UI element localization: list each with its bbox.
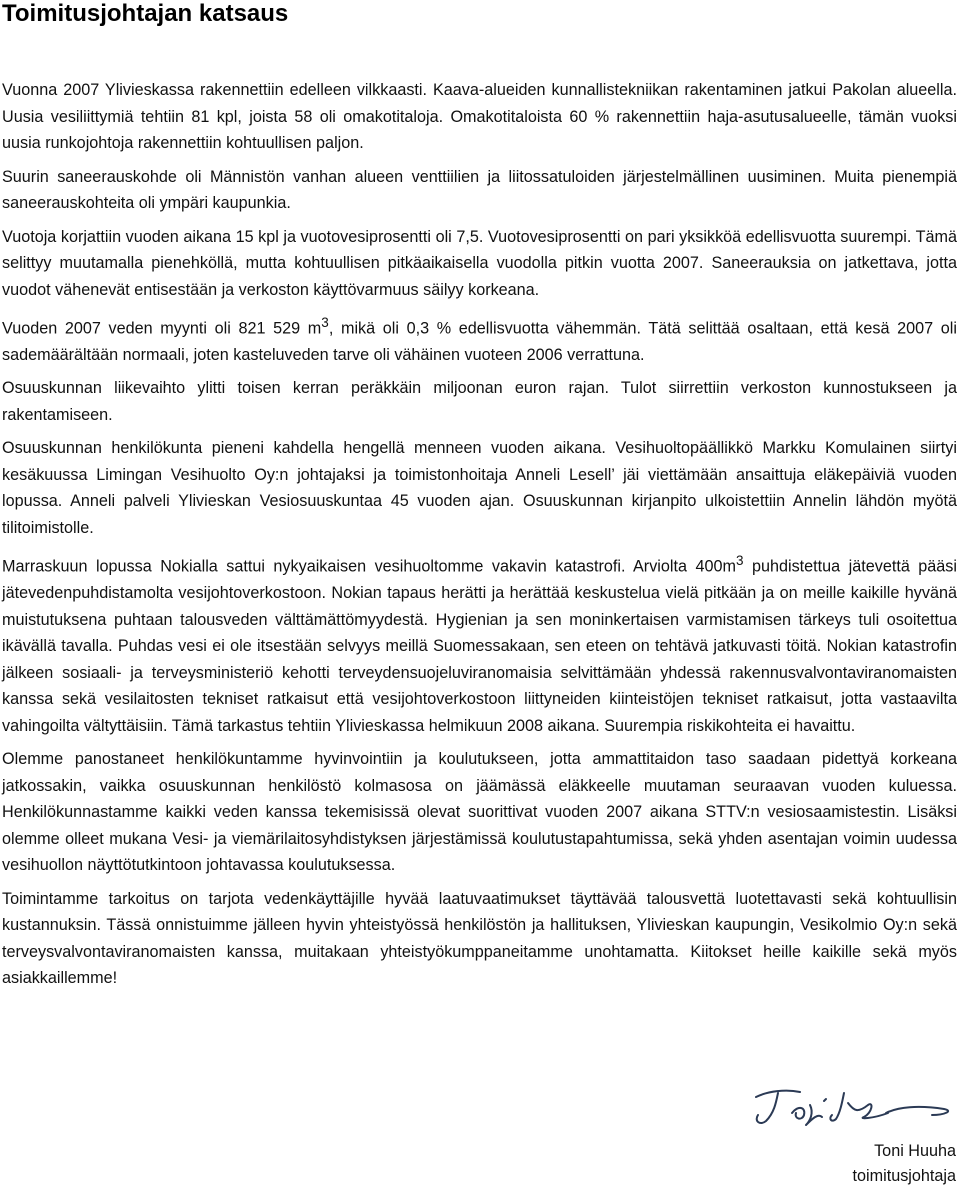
paragraph: Toimintamme tarkoitus on tarjota vedenkäyttäjille hyvää laatuvaatimukset täyttävää talousvettä luotettavasti sekä kohtuullisin kustannuksin. Tässä onnistuimme jälleen hyvin yhteistyössä henkilöstön ja hallituksen, Ylivieskan kaupungin, Vesikolmio Oy:n sekä terveysvalvontaviranomaisten kanssa, muitakaan yhteistyökumppaneitamme unohtamatta. Kiitokset heille kaikille sekä myös asiakkaillemme! [2, 889, 957, 988]
signer-name: Toni Huuha [874, 1142, 956, 1160]
paragraph: Marraskuun lopussa Nokialla sattui nykyaikaisen vesihuoltomme vakavin katastrofi. Arviolta $400m^3$ puhdistettua jätevettä pääsi jätevedenpuhdistamolta vesijohtoverkostoon. Nokian tapaus herätti ja herättää keskustelua vielä pitkään ja on meille kaikille hyvänä muistutuksena puhtaan talousveden välttämättömyydestä. Hygienian ja sen moninkertaisen varmistamisen tärkeys tuli osoitettua ikävällä tavalla. Puhdas vesi ei ole itsestään selvyys meillä Suomessakaan, sen eteen on tehtävä jatkuvasti töitä. Nokian katastrofin jälkeen sosiaali- ja terveysministeriö kehotti terveydensuojeluviranomaisia selvittämään yhdessä rakennusvalvontaviranomaisten kanssa sekä vesilaitosten tekniset ratkaisut että vesijohtoverkostoon liittyneiden kiinteistöjen tekniset ratkaisut, jotta vastaavilta vahingoilta vältyttäisiin. Tämä tarkastus tehtiin Ylivieskassa helmikuun 2008 aikana. Suurempia riskikohteita ei havaittu. [2, 553, 957, 735]
paragraph: Vuonna 2007 Ylivieskassa rakennettiin edelleen vilkkaasti. Kaava-alueiden kunnallistekniikan rakentaminen jatkui Pakolan alueella. Uusia vesiliittymiä tehtiin 81 kpl, joista 58 oli omakotitaloja. Omakotitaloista 60 % rakennettiin haja-asutusalueelle, tämän vuoksi uusia runkojohtoja rakennettiin kohtuullisen paljon. [2, 81, 957, 152]
signer-title: toimitusjohtaja [852, 1167, 956, 1185]
paragraph: Osuuskunnan liikevaihto ylitti toisen kerran peräkkäin miljoonan euron rajan. Tulot siirrettiin verkoston kunnostukseen ja rakentamiseen. [2, 379, 957, 424]
paragraph: Vuoden 2007 veden myynti oli 821 529 $m^3$, mikä oli 0,3 % edellisvuotta vähemmän. Tätä selittää osaltaan, että kesä 2007 oli sademäärältään normaali, joten kasteluveden tarve oli vähäinen vuoteen 2006 verrattuna. [2, 315, 957, 364]
paragraph: Osuuskunnan henkilökunta pieneni kahdella hengellä menneen vuoden aikana. Vesihuoltopäällikkö Markku Komulainen siirtyi kesäkuussa Limingan Vesihuolto Oy:n johtajaksi ja toimistonhoitaja Anneli Lesell’ jäi viettämään ansaittuja eläkepäiviä vuoden lopussa. Anneli palveli Ylivieskan Vesiosuuskuntaa 45 vuoden ajan. Osuuskunnan kirjanpito ulkoistettiin Annelin lähdön myötä tilitoimistolle. [2, 439, 957, 537]
paragraph: Suurin saneerauskohde oli Männistön vanhan alueen venttiilien ja liitossatuloiden järjestelmällinen uusiminen. Muita pienempiä saneerauskohteita oli ympäri kaupunkia. [2, 167, 957, 212]
page-title: Toimitusjohtajan katsaus [2, 0, 289, 27]
signature-image [748, 1083, 958, 1135]
body-text [2, 77, 957, 999]
superscript: 3 [735, 553, 744, 569]
paragraph: Vuotoja korjattiin vuoden aikana 15 kpl ja vuotovesiprosentti oli 7,5. Vuotovesiprosentti on pari yksikköä edellisvuotta suurempi. Tämä selittyy muutamalla pienehköllä, mutta kohtuullisen pitkäaikaisella vuodolla pitkin vuotta 2007. Saneerauksia on jatkettava, jotta vuodot vähenevät entisestään ja verkoston käyttövarmuus säilyy korkeana. [2, 227, 957, 299]
superscript: 3 [321, 315, 329, 330]
paragraph: Olemme panostaneet henkilökuntamme hyvinvointiin ja koulutukseen, jotta ammattitaidon taso saadaan pidettyä korkeana jatkossakin, vaikka osuuskunnan henkilöstö kolmasosa on jäämässä eläkkeelle muutaman seuraavan vuoden kuluessa. Henkilökunnastamme kaikki veden kanssa tekemisissä olevat suorittivat vuoden 2007 aikana STTV:n vesiosaamistestin. Lisäksi olemme olleet mukana Vesi- ja viemärilaitosyhdistyksen järjestämissä koulutustapahtumissa, sekä yhden asentajan voimin uudessa vesihuollon näyttötutkintoon johtavassa koulutuksessa. [2, 750, 957, 875]
